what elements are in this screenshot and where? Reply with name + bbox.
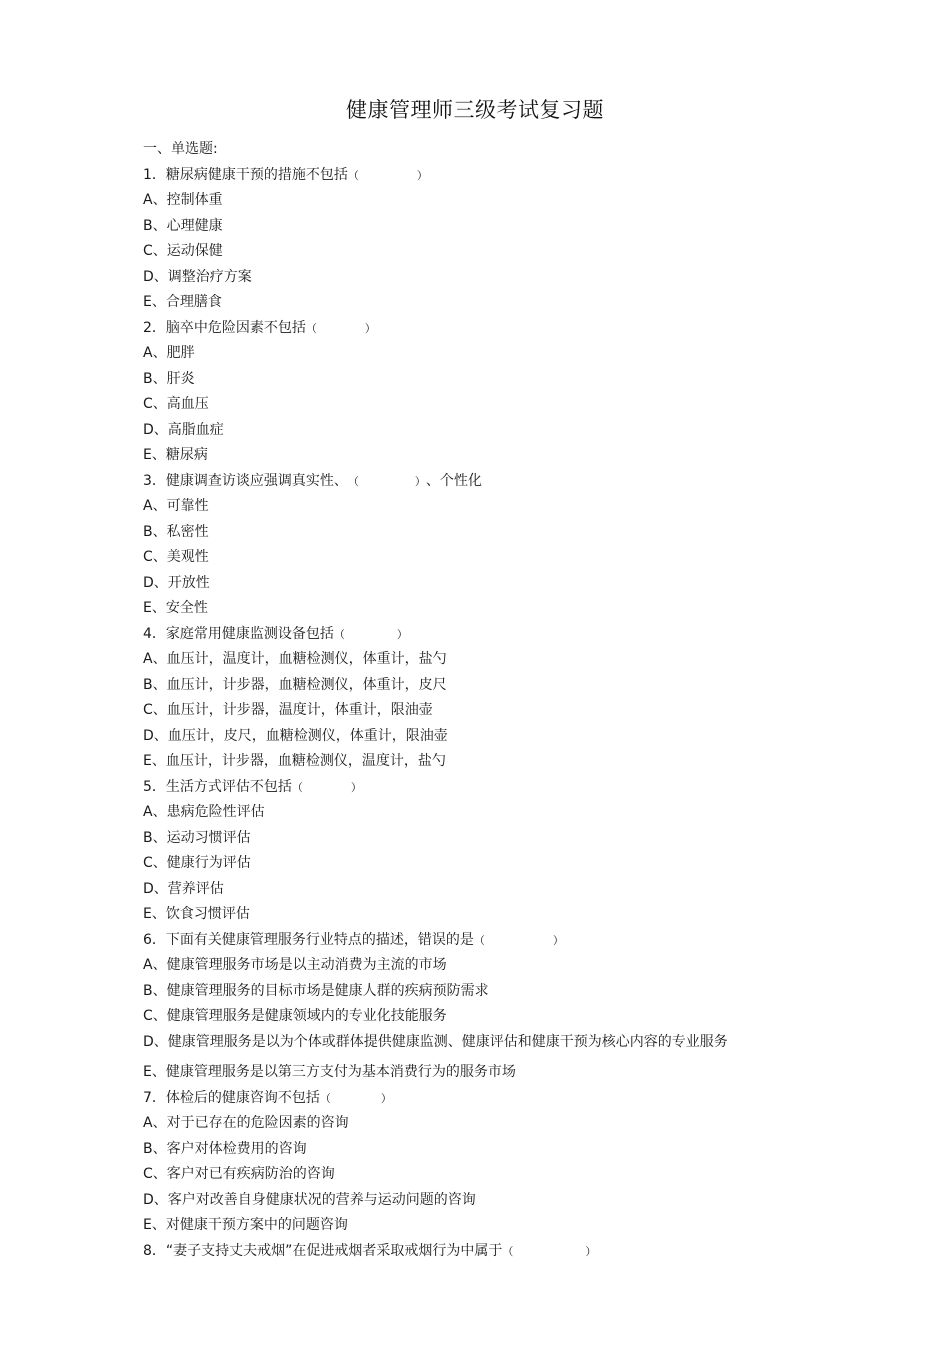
answer-paren-close: ） [552, 933, 564, 947]
option-1c: C、运动保健 [143, 243, 223, 259]
option-5e: E、饮食习惯评估 [143, 906, 250, 922]
option-1e: E、合理膳食 [143, 294, 222, 310]
question-text: 7．体检后的健康咨询不包括 [143, 1089, 320, 1106]
answer-paren-open: （ [473, 933, 485, 947]
option-6e: E、健康管理服务是以第三方支付为基本消费行为的服务市场 [143, 1064, 516, 1080]
answer-paren-close: ） [414, 474, 426, 488]
answer-paren-open: （ [319, 1091, 331, 1105]
answer-paren-open: （ [347, 168, 359, 182]
option-1d: D、调整治疗方案 [143, 268, 252, 285]
question-text: 1．糖尿病健康干预的措施不包括 [143, 166, 348, 183]
answer-paren-open: （ [347, 474, 359, 488]
question-stem-3 [143, 469, 743, 493]
question-stem-6 [143, 928, 743, 952]
option-2b: B、肝炎 [143, 370, 195, 387]
option-7d: D、客户对改善自身健康状况的营养与运动问题的咨询 [143, 1191, 476, 1208]
option-5a: A、患病危险性评估 [143, 804, 265, 820]
question-text: 2．脑卒中危险因素不包括 [143, 319, 306, 336]
question-text: 5．生活方式评估不包括 [143, 778, 292, 795]
answer-paren-open: （ [502, 1244, 514, 1258]
answer-paren-close: ） [396, 627, 408, 641]
question-stem-2 [143, 316, 743, 340]
option-2d: D、高脂血症 [143, 421, 224, 438]
option-2c: C、高血压 [143, 396, 209, 412]
option-3b: B、私密性 [143, 523, 209, 540]
question-text: 3．健康调查访谈应强调真实性、 [143, 472, 348, 489]
option-7b: B、客户对体检费用的咨询 [143, 1140, 307, 1157]
answer-paren-close: ） [364, 321, 376, 335]
question-stem-5 [143, 775, 743, 799]
question-stem-4 [143, 622, 743, 646]
option-5d: D、营养评估 [143, 880, 224, 897]
section-heading: 一、单选题: [143, 141, 218, 157]
option-3d: D、开放性 [143, 574, 210, 591]
option-3c: C、美观性 [143, 549, 209, 565]
question-stem-7 [143, 1086, 743, 1110]
option-6a: A、健康管理服务市场是以主动消费为主流的市场 [143, 957, 447, 973]
answer-paren-close: ） [585, 1244, 597, 1258]
option-4e: E、血压计，计步器，血糖检测仪，温度计，盐勺 [143, 753, 446, 769]
option-1b: B、心理健康 [143, 217, 223, 234]
document-title: 健康管理师三级考试复习题 [346, 98, 604, 122]
option-4a: A、血压计，温度计，血糖检测仪，体重计，盐勺 [143, 651, 447, 667]
option-3e: E、安全性 [143, 600, 208, 616]
option-7c: C、客户对已有疾病防治的咨询 [143, 1166, 335, 1182]
option-2e: E、糖尿病 [143, 447, 208, 463]
option-1a: A、控制体重 [143, 192, 223, 208]
question-suffix: 、个性化 [425, 472, 482, 489]
question-stem-1 [143, 163, 743, 187]
answer-paren-close: ） [350, 780, 362, 794]
question-stem-8 [143, 1239, 743, 1263]
option-4c: C、血压计，计步器，温度计，体重计，限油壶 [143, 702, 433, 718]
option-2a: A、肥胖 [143, 345, 195, 361]
option-4d: D、血压计，皮尺，血糖检测仪，体重计，限油壶 [143, 727, 448, 744]
answer-paren-open: （ [333, 627, 345, 641]
option-4b: B、血压计，计步器，血糖检测仪，体重计，皮尺 [143, 676, 447, 693]
question-text: 4．家庭常用健康监测设备包括 [143, 625, 334, 642]
option-3a: A、可靠性 [143, 498, 209, 514]
answer-paren-close: ） [416, 168, 428, 182]
answer-paren-close: ） [380, 1091, 392, 1105]
option-7e: E、对健康干预方案中的问题咨询 [143, 1217, 348, 1233]
question-list [143, 137, 743, 1264]
option-7a: A、对于已存在的危险因素的咨询 [143, 1115, 349, 1131]
option-5b: B、运动习惯评估 [143, 829, 251, 846]
option-6b: B、健康管理服务的目标市场是健康人群的疾病预防需求 [143, 982, 489, 999]
option-6d: D、健康管理服务是以为个体或群体提供健康监测、健康评估和健康干预为核心内容的专业服务 [143, 1033, 728, 1050]
question-text: 6．下面有关健康管理服务行业特点的描述，错误的是 [143, 931, 474, 948]
answer-paren-open: （ [291, 780, 303, 794]
answer-paren-open: （ [305, 321, 317, 335]
question-text: 8．“妻子支持丈夫戒烟”在促进戒烟者采取戒烟行为中属于 [143, 1242, 503, 1259]
option-6c: C、健康管理服务是健康领域内的专业化技能服务 [143, 1008, 447, 1024]
option-5c: C、健康行为评估 [143, 855, 251, 871]
